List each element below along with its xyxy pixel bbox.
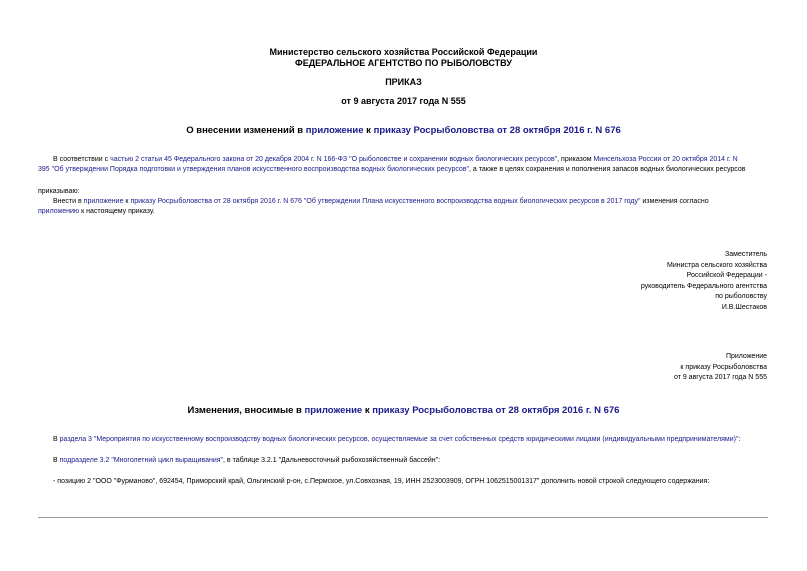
appendix-line: от 9 августа 2017 года N 555 xyxy=(673,374,767,381)
title-mid: к xyxy=(363,125,374,136)
signature-block xyxy=(641,250,767,313)
orders-word: приказываю: xyxy=(38,188,80,195)
change-section-link[interactable]: раздела 3 "Мероприятия по искусственному воспроизводству водных биологических ресурсов, осуществляемые за счет собственных средств юридическими лицами (индивидуальными предпринимателями)" xyxy=(59,436,739,443)
signature-name: И.В.Шестаков xyxy=(721,303,767,311)
changes-title-prefix: Изменения, вносимые в xyxy=(187,405,305,416)
page-divider xyxy=(38,517,768,518)
change-section-prefix: В xyxy=(53,436,60,443)
signature-line: Заместитель xyxy=(725,251,767,258)
changes-title-link-appendix[interactable]: приложение xyxy=(304,405,363,416)
preamble-text-b: , приказом xyxy=(557,156,594,163)
doc-type: ПРИКАЗ xyxy=(385,77,422,87)
changes-title xyxy=(0,405,807,416)
title-prefix: О внесении изменений в xyxy=(186,125,306,136)
change-item-position xyxy=(53,477,709,487)
change-subsection-suffix: , в таблице 3.2.1 "Дальневосточный рыбохозяйственный бассейн": xyxy=(223,457,441,464)
signature-line: руководитель Федерального агентства xyxy=(640,282,767,290)
order-text-c: изменения согласно xyxy=(640,198,709,205)
appendix-line: Приложение xyxy=(725,353,767,360)
signature-line: Министра сельского хозяйства xyxy=(666,261,767,269)
order-paragraph xyxy=(38,197,768,217)
signature-line: по рыболовству xyxy=(715,293,767,300)
changes-title-link-order[interactable]: приказу Росрыболовства от 28 октября 2016 г. N 676 xyxy=(372,405,620,416)
change-position-text: - позицию 2 "ООО "Фурманово", 692454, Приморский край, Ольгинский р-он, с.Пермское, ул.Совхозная, 19, ИНН 2523003909, ОГРН 1062515001317" дополнить новой строкой следующего содержания: xyxy=(53,478,710,485)
signature-line: Российской Федерации - xyxy=(686,272,767,279)
doc-date: от 9 августа 2017 года N 555 xyxy=(341,96,466,106)
title-link-appendix[interactable]: приложение xyxy=(305,125,364,136)
change-subsection-link[interactable]: подразделе 3.2 "Многолетний цикл выращивания" xyxy=(59,457,224,464)
order-link-appendix[interactable]: приложение xyxy=(83,198,124,205)
ministry-name: Министерство сельского хозяйства Российской Федерации xyxy=(269,47,538,57)
change-subsection-prefix: В xyxy=(53,457,60,464)
order-text-d: к настоящему приказу. xyxy=(79,208,155,215)
change-section-suffix: : xyxy=(738,436,741,443)
preamble-paragraph xyxy=(38,155,770,175)
appendix-reference xyxy=(674,352,767,384)
preamble-link-ministry[interactable]: Минсельхоза России от 20 октября 2014 г. N xyxy=(593,156,738,163)
appendix-line: к приказу Росрыболовства xyxy=(680,363,767,371)
change-item-subsection xyxy=(53,456,440,466)
change-item-section xyxy=(53,435,740,445)
order-text-b: к xyxy=(123,198,131,205)
order-link-plan[interactable]: приказу Росрыболовства от 28 октября 2016 г. N 676 "Об утверждении Плана искусственного воспроизводства водных биологических ресурсов в 2017 году" xyxy=(130,198,641,205)
preamble-link-procedure[interactable]: 395 "Об утверждении Порядка подготовки и утверждения планов искусственного воспроизводства водных биологических ресурсов" xyxy=(38,166,470,173)
order-prefix: Внести в xyxy=(53,198,84,205)
changes-title-mid: к xyxy=(362,405,373,416)
order-title xyxy=(0,125,807,136)
preamble-text-c: , а также в целях сохранения и пополнения запасов водных биологических ресурсов xyxy=(469,166,746,173)
agency-name: ФЕДЕРАЛЬНОЕ АГЕНТСТВО ПО РЫБОЛОВСТВУ xyxy=(295,58,512,68)
title-link-order[interactable]: приказу Росрыболовства от 28 октября 2016 г. N 676 xyxy=(373,125,621,136)
preamble-link-law[interactable]: частью 2 статьи 45 Федерального закона от 20 декабря 2004 г. N 166-ФЗ "О рыболовстве и сохранении водных биологических ресурсов" xyxy=(110,156,558,163)
preamble-prefix: В соответствии с xyxy=(53,156,111,163)
order-link-attachment[interactable]: приложению xyxy=(38,208,80,215)
